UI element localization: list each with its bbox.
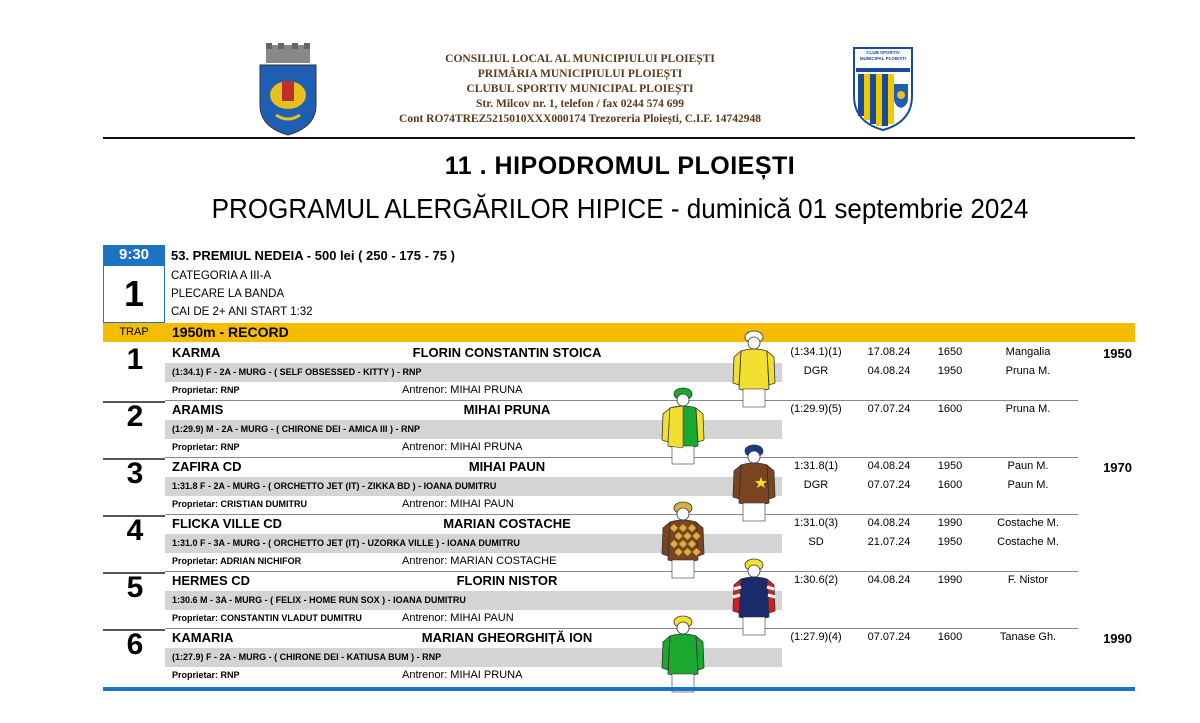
driver-name: MARIAN GHEORGHIȚĂ ION [421,630,593,645]
perf-date: 07.07.24 [867,631,911,643]
perf-time: 1:31.8(1) [793,460,839,472]
horse-details: 1:31.8 F - 2A - MURG - ( ORCHETTO JET (IT) - ZIKKA BD ) - IOANA DUMITRU [172,481,497,491]
race-title: 53. PREMIUL NEDEIA - 500 lei ( 250 - 175 - 75 ) [171,248,455,263]
horse-details: (1:34.1) F - 2A - MURG - ( SELF OBSESSED - KITTY ) - RNP [172,367,422,377]
owner: Proprietar: CRISTIAN DUMITRU [172,499,308,509]
trainer: Antrenor: MIHAI PRUNA [402,441,523,453]
perf-distance: 1600 [937,631,963,643]
handicap-distance: 1970 [1103,460,1132,475]
perf-driver: Mangalia [1005,346,1051,358]
perf-time: 1:31.0(3) [793,517,839,529]
row-separator [165,628,1078,629]
horse-name: KAMARIA [172,630,234,645]
perf-driver: Pruna M. [1005,365,1051,377]
horse-number: 1 [126,343,144,376]
driver-name: MIHAI PAUN [468,459,546,474]
trap-label: TRAP [119,326,149,338]
perf-date: 07.07.24 [867,403,911,415]
trainer: Antrenor: MIHAI PRUNA [402,384,523,396]
race-category: CATEGORIA A III-A [171,270,272,282]
perf-time: DGR [803,479,829,491]
perf-distance: 1950 [937,460,963,472]
perf-time: (1:27.9)(4) [790,631,842,643]
header-divider [103,137,1135,139]
perf-distance: 1950 [937,365,963,377]
race-number: 1 [103,265,165,323]
driver-name: MARIAN COSTACHE [443,516,571,531]
driver-name: MIHAI PRUNA [463,402,551,417]
perf-distance: 1990 [937,574,963,586]
horse-number: 2 [126,400,144,433]
perf-date: 04.08.24 [867,460,911,472]
perf-date: 07.07.24 [867,479,911,491]
perf-distance: 1600 [937,403,963,415]
perf-distance: 1600 [937,479,963,491]
owner: Proprietar: RNP [172,385,240,395]
horse-number: 5 [126,571,144,604]
distance-record: 1950m - RECORD [172,324,289,340]
perf-driver: Pruna M. [1005,403,1051,415]
header-line-address: Str. Milcov nr. 1, telefon / fax 0244 574 699 [475,98,685,110]
owner: Proprietar: RNP [172,442,240,452]
row-separator [165,400,1078,401]
driver-name: FLORIN CONSTANTIN STOICA [412,345,602,360]
perf-distance: 1950 [937,536,963,548]
perf-date: 04.08.24 [867,365,911,377]
horse-number: 3 [126,457,144,490]
handicap-distance: 1990 [1103,631,1132,646]
horse-name: KARMA [172,345,221,360]
perf-date: 21.07.24 [867,536,911,548]
horse-details: (1:29.9) M - 2A - MURG - ( CHIRONE DEI - AMICA III ) - RNP [172,424,421,434]
perf-driver: Costache M. [997,517,1059,529]
yellow-silks-icon [731,327,777,413]
perf-time: SD [808,536,824,548]
perf-distance: 1650 [937,346,963,358]
perf-time: (1:29.9)(5) [790,403,842,415]
green-yellow-silks-icon [660,384,706,470]
trainer: Antrenor: MIHAI PAUN [402,498,514,510]
owner: Proprietar: RNP [172,670,240,680]
horse-name: HERMES CD [172,573,251,588]
header-line-council: CONSILIUL LOCAL AL MUNICIPIULUI PLOIEȘTI [445,53,715,65]
brown-star-silks-icon [731,441,777,527]
horse-number: 4 [126,514,144,547]
row-separator [165,514,1078,515]
club-crest-caption: CLUB SPORTIV MUNICIPAL PLOIESTI [859,50,907,61]
perf-driver: Paun M. [1007,460,1049,472]
header-line-city-hall: PRIMĂRIA MUNICIPIULUI PLOIEȘTI [477,68,683,80]
row-separator [165,457,1078,458]
driver-name: FLORIN NISTOR [456,573,558,588]
handicap-distance: 1950 [1103,346,1132,361]
header-line-club: CLUBUL SPORTIV MUNICIPAL PLOIEȘTI [466,83,694,95]
horse-name: FLICKA VILLE CD [172,516,283,531]
horse-details: 1:30.6 M - 3A - MURG - ( FELIX - HOME RUN SOX ) - IOANA DUMITRU [172,595,466,605]
perf-driver: Costache M. [997,536,1059,548]
trainer: Antrenor: MIHAI PRUNA [402,669,523,681]
horse-details: 1:31.0 F - 3A - MURG - ( ORCHETTO JET (IT) - UZORKA VILLE ) - IOANA DUMITRU [172,538,520,548]
perf-date: 04.08.24 [867,574,911,586]
perf-time: (1:34.1)(1) [790,346,842,358]
owner: Proprietar: CONSTANTIN VLADUT DUMITRU [172,613,362,623]
race-start-type: PLECARE LA BANDA [171,288,285,300]
brown-diamond-silks-icon [660,498,706,584]
trainer: Antrenor: MIHAI PAUN [402,612,514,624]
horse-name: ZAFIRA CD [172,459,242,474]
navy-red-silks-icon [731,555,777,641]
owner: Proprietar: ADRIAN NICHIFOR [172,556,302,566]
horse-details: (1:27.9) F - 2A - MURG - ( CHIRONE DEI - KATIUSA BUM ) - RNP [172,652,442,662]
perf-date: 04.08.24 [867,517,911,529]
perf-driver: F. Nistor [1007,574,1049,586]
perf-driver: Tanase Gh. [999,631,1057,643]
perf-date: 17.08.24 [867,346,911,358]
race-age-start: CAI DE 2+ ANI START 1:32 [171,306,313,318]
horse-number: 6 [126,628,144,661]
page-subtitle: PROGRAMUL ALERGĂRILOR HIPICE - duminică 01 septembrie 2024 [211,193,1029,224]
bottom-bar [103,687,1135,691]
trainer: Antrenor: MARIAN COSTACHE [402,555,557,567]
horse-name: ARAMIS [172,402,224,417]
ploiesti-coat-of-arms-icon [256,43,320,137]
perf-driver: Paun M. [1007,479,1049,491]
page-title: 11 . HIPODROMUL PLOIEȘTI [444,152,796,180]
green-silks-icon [660,612,706,698]
race-time: 9:30 [103,245,165,265]
perf-time: 1:30.6(2) [793,574,839,586]
perf-distance: 1990 [937,517,963,529]
row-separator [165,571,1078,572]
header-line-account: Cont RO74TREZ5215010XXX000174 Trezoreria Ploiești, C.I.F. 14742948 [399,113,761,125]
perf-time: DGR [803,365,829,377]
